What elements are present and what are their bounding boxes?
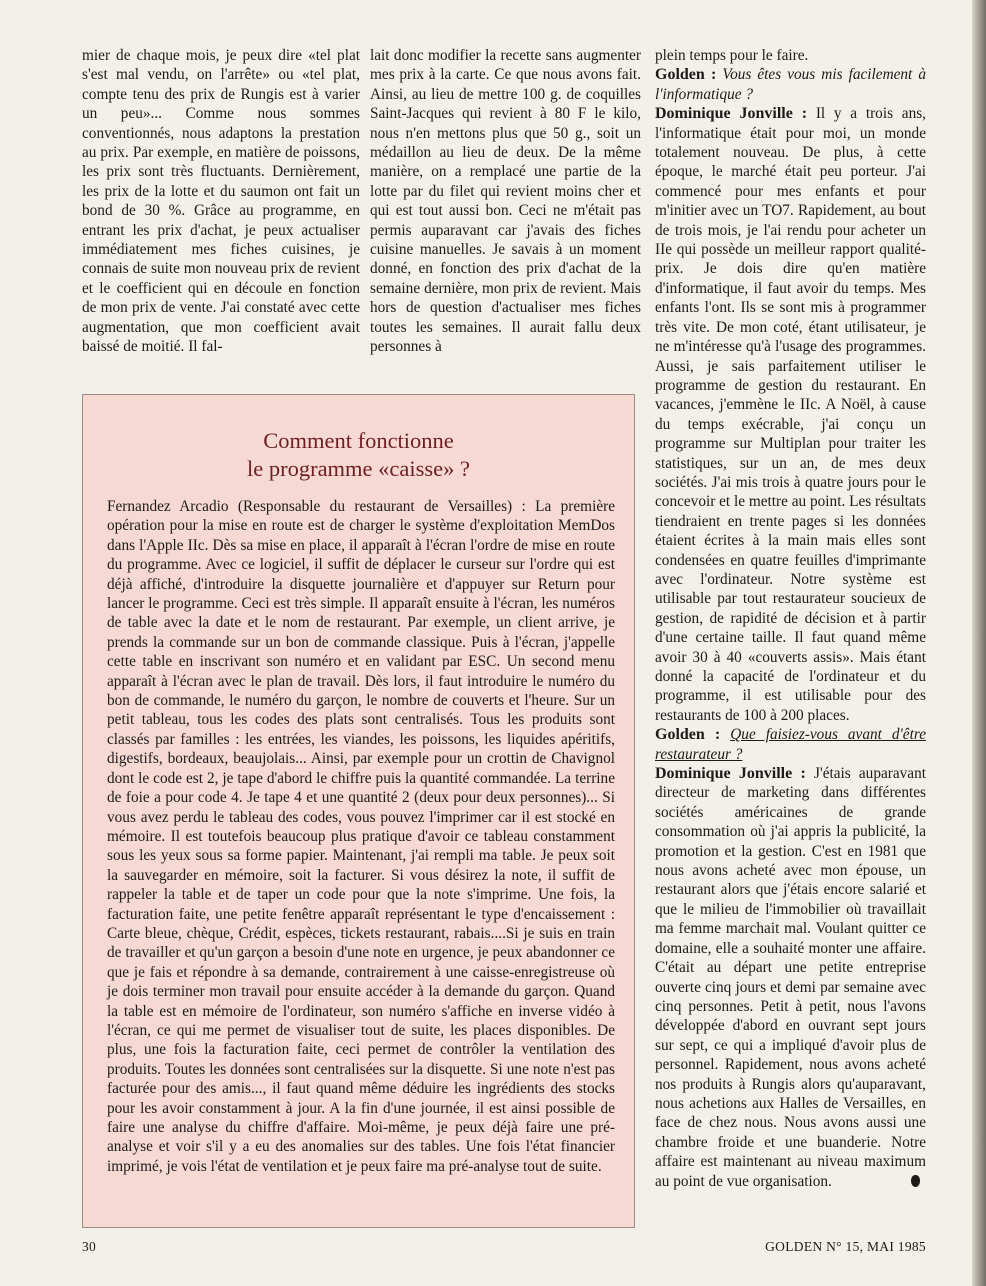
end-of-article-icon (911, 1175, 920, 1187)
speaker-golden: Golden : (655, 726, 721, 744)
sidebar-title (83, 427, 634, 483)
column-3-intro: plein temps pour le faire. (655, 47, 809, 64)
issue-info: GOLDEN N° 15, MAI 1985 (765, 1239, 926, 1254)
sidebar-box (82, 394, 635, 1228)
article-column-3 (655, 46, 926, 1191)
sidebar-body: Fernandez Arcadio (Responsable du restaurant de Versailles) : La première opération pour la mise en route est de charger le système d'exploitation MemDos dans l'Apple IIc. Dès sa mise en place, il apparaît à l'écran l'ordre de mise en route du programme. Avec ce logiciel, il suffit de déplacer le curseur sur l'ordre qui est déjà affiché, d'introduire la disquette journalière et d'appuyer sur Return pour lancer le programme. Ceci est très simple. Il apparaît ensuite à l'écran, les numéros de table avec la date et le nom de restaurant. Par exemple, un client arrive, je prends la commande sur un bon de commande classique. Puis à l'écran, j'appelle cette table en inscrivant son numéro et en validant par ESC. Un second menu apparaît à l'écran avec le plan de travail. Dès lors, il faut introduire le numéro du bon de commande, le numéro du garçon, le nombre de couverts et l'heure. Sur un petit tableau, tous les codes des plats sont centralisés. Tous les produits sont classés par familles : les entrées, les viandes, les poissons, les liquides apéritifs, digestifs, bordeaux, beaujolais... Ainsi, par exemple pour un crottin de Chavignol dont le code est 2, je tape d'abord le chiffre puis la quantité commandée. La terrine de foie a pour code 4. Je tape 4 et une quantité 2 (deux pour deux personnes)... Si vous avez perdu le tableau des codes, vous pouvez l'imprimer car il est stocké en mémoire. Il est toutefois beaucoup plus pratique d'avoir ce tableau constamment sous les yeux sous sa forme papier. Maintenant, j'ai rempli ma table. Je peux soit la sauvegarder en mémoire, soit la facturer. Si vous désirez la note, il suffit de rappeler la table et de taper un code pour que la note s'imprime. Une fois, la facturation faite, une petite fenêtre apparaît représentant le type d'encaissement : Carte bleue, chèque, Crédit, espèces, tickets restaurant, rabais....Si je suis en train de travailler et qu'un garçon a besoin d'une note en urgence, je peux abandonner ce que je fais et répondre à sa demande, contrairement à une caisse-enregistreuse où je dois terminer mon travail pour ensuite accéder à la demande du garçon. Quand la table est en mémoire de l'ordinateur, son numéro s'affiche en inverse vidéo à l'écran, ce qui me permet de visualiser tout de suite, les places disponibles. De plus, une fois la facturation faite, ceci permet de contrôler la ventilation des produits. Toutes les données sont centralisées sur la disquette. Si une note n'est pas facturée pour des amis..., il faut quand même déduire les ingrédients des stocks pour les avoir constamment à jour. A la fin d'une journée, il est ainsi possible de faire une analyse du chiffre d'affaire. Moi-même, je peux déjà faire une pré-analyse et voir s'il y a eu des anomalies sur des tables. Une fois l'état financier imprimé, je vois l'état de ventilation et je peux faire ma pré-analyse tout de suite. (107, 498, 615, 1175)
page-number: 30 (82, 1239, 97, 1254)
speaker-jonville: Dominique Jonville : (655, 765, 806, 783)
column-1-text: mier de chaque mois, je peux dire «tel plat s'est mal vendu, on l'arrête» ou «tel plat, compte tenu des prix de Rungis est à varier un peu»... Comme nous sommes conventionnés, nous adaptons la prestation au prix. Par exemple, en matière de poissons, les prix sont très fluctuants. Dernièrement, les prix de la lotte et du saumon ont fait un bond de 30 %. Grâce au programme, en entrant les prix d'achat, je peux actualiser immédiatement mes fiches cuisines, je connais de suite mon nouveau prix de revient et le coefficient qui en découle en fonction de mon prix de vente. J'ai constaté avec cette augmentation, que mon coefficient avait baissé de moitié. Il fal- (82, 47, 360, 356)
sidebar-title-line-1: Comment fonctionne (263, 428, 454, 453)
article-column-1 (82, 46, 360, 357)
answer-1-text: Il y a trois ans, l'informatique était pour moi, un monde totalement nouveau. De plus, à cette époque, le marché était peu porteur. J'ai commencé pour mes enfants et pour m'initier avec un TO7. Rapidement, au bout de trois mois, je l'ai rendu pour acheter un IIe qui possède un meilleur rapport qualité-prix. Je dois dire qu'en matière d'informatique, il faut avoir du temps. Mes enfants l'ont. Ils se sont mis à programmer très vite. De mon coté, étant utilisateur, je ne m'intéresse qu'à l'usage des programmes. Aussi, je sais parfaitement utiliser le programme de gestion du restaurant. En vacances, j'emmène le IIc. A Noël, à cause du temps exécrable, j'ai conçu un programme sur Multiplan pour traiter les statistiques, sur un an, de mes deux sociétés. J'ai mis trois à quatre jours pour le concevoir et le mettre au point. Les résultats tiendraient en trente pages si les données étaient écrites à la main mais elles sont condensées en quatre feuilles d'imprimante avec l'ordinateur. Notre système est utilisable par tout restaurateur soucieux de gestion, de rapidité de décision et à partir d'une certaine taille. Il faut quand même avoir 30 à 40 «couverts assis». Mais étant donné la capacité de l'ordinateur et du programme, il est utilisable pour des restaurants de 100 à 200 places. (655, 105, 926, 724)
page-edge-shadow (972, 0, 986, 1286)
answer-2 (655, 764, 926, 1191)
question-2-text: Que faisiez-vous avant d'être restaurateur ? (655, 726, 926, 763)
sidebar-title-line-2: le programme «caisse» ? (246, 456, 471, 481)
speaker-golden: Golden : (655, 66, 717, 84)
question-1-text: Vous êtes vous mis facilement à l'informatique ? (655, 66, 927, 103)
speaker-jonville: Dominique Jonville : (655, 105, 808, 123)
column-2-text: lait donc modifier la recette sans augmenter mes prix à la carte. Ce que nous avons fait. Ainsi, au lieu de mettre 100 g. de coquilles Saint-Jacques qui revient à 80 F le kilo, nous n'en mettons plus que 50 g., soit un médaillon au lieu de deux. De la même manière, on a remplacé une partie de la lotte par du filet qui revient moins cher et qui est tout aussi bon. Ceci ne m'était pas permis auparavant car j'avais des fiches cuisine manuelles. Je savais à un moment donné, en fonction des prix d'achat de la semaine dernière, mon prix de revient. Mais hors de question d'actualiser mes fiches toutes les semaines. Il aurait fallu deux personnes à (370, 47, 641, 356)
question-2 (655, 725, 926, 764)
article-column-2 (370, 46, 641, 357)
question-1 (655, 65, 926, 104)
answer-1 (655, 104, 926, 725)
answer-2-text: J'étais auparavant directeur de marketing dans différentes sociétés américaines de grande consommation où j'ai appris la publicité, la promotion et la gestion. C'est en 1981 que nous avons acheté avec mon épouse, un restaurant alors que j'étais encore salarié et que le milieu de l'immobilier où travaillait ma femme marchait mal. Voulant quitter ce domaine, elle a souhaité monter une affaire. C'était au départ une petite entreprise ouverte cinq jours et demi par semaine avec cinq personnes. Petit à petit, nous l'avons développée d'abord en ouvrant sept jours sur sept, ce qui a impliqué d'avoir plus de personnel. Rapidement, nous avons acheté nos produits à Rungis alors qu'auparavant, nous achetions aux Halles de Versailles, en face de chez nous. Nous avons aussi une chambre froide et une buanderie. Notre affaire est maintenant au niveau maximum au point de vue organisation. (655, 765, 926, 1190)
